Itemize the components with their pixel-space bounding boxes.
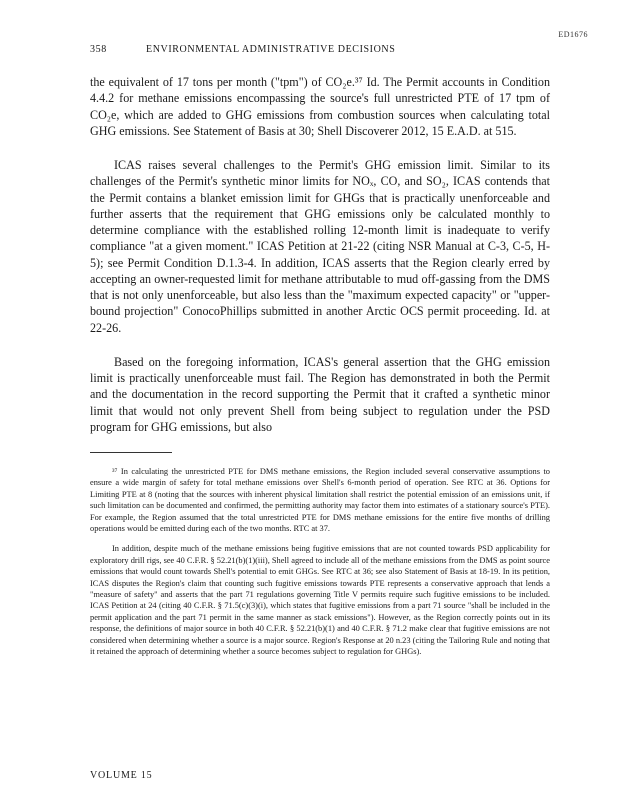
footnote: In addition, despite much of the methane emissions being fugitive emissions that are not counted towards PSD applicability for exploratory drill rigs, see 40 C.F.R. § 52.21(b)(1)(iii), Shell agreed to include all of the methane emissions from the DMS as point source emissions that would count towards Shell's potential to emit GHGs. See RTC at 36; see also Statement of Basis at 18-19. In its petition, ICAS disputes the Region's claim that counting such fugitive emissions towards PTE represents a conservative approach that lends a "measure of safety" and asserts that the part 71 regulations governing Title V permits require such fugitive emissions to be included. ICAS Petition at 24 (citing 40 C.F.R. § 71.5(c)(3)(i), which states that fugitive emissions from a part 71 source "shall be included in the permit application and the part 71 permit in the same manner as stack emissions"). However, as the Region correctly points out in its response, the definitions of major source in both 40 C.F.R. § 52.21(b)(1) and 40 C.F.R. § 71.2 make clear that fugitive emissions are not considered when determining whether a source is a major source. Region's Response at 20 n.23 (citing the Tailoring Rule and noting that it retained the approach of determining whether a source becomes subject to regulation for GHGs). [90,544,550,657]
document-id: ED1676 [558,30,588,39]
volume-footer: VOLUME 15 [90,770,153,781]
footnote: ³⁷ In calculating the unrestricted PTE for DMS methane emissions, the Region included several conservative assumptions to ensure a wide margin of safety for total methane emissions over Shell's 6-month period of operation. See RTC at 36. Options for Limiting PTE at 8 (noting that the sources with inherent physical limitation shall restrict the potential emission of an emissions unit, if such limitation can be documented and confirmed, the permitting authority may factor them into estimates of a stationary source's PTE). For example, the Region assumed that the total unrestricted PTE for DMS methane emissions for the entire five months of drilling operations would be emitted during each of the two months. RTC at 37. [90,467,550,534]
running-head-title: ENVIRONMENTAL ADMINISTRATIVE DECISIONS [146,44,396,55]
body-paragraph: ICAS raises several challenges to the Permit's GHG emission limit. Similar to its challenges of the Permit's synthetic minor limits for NOₓ, CO, and SO₂, ICAS contends that the Permit contains a blanket emission limit for GHGs that is practically unenforceable and further asserts that the requirement that GHG emissions only be calculated monthly to determine compliance with the established rolling 12-month limit is inadequate to verify compliance "at a given moment." ICAS Petition at 21-22 (citing NSR Manual at C-3, C-5, H-5); see Permit Condition D.1.3-4. In addition, ICAS asserts that the Region clearly erred by accepting an owner-requested limit for methane attributable to mud off-gassing from the DMS that is not only unenforceable, but also less than the "maximum expected capacity" or "upper-bound projection" ConocoPhillips submitted in another Arctic OCS permit proceeding. Id. at 22-26. [90,158,550,335]
body-paragraph: Based on the foregoing information, ICAS's general assertion that the GHG emission limit is practically unenforceable must fail. The Region has demonstrated in both the Permit and the documentation in the record supporting the Permit that it crafted a synthetic minor limit that would not only prevent Shell from being subject to regulation under the PSD program for GHG emissions, but also [90,354,550,434]
footnote-separator [90,452,172,453]
page-number: 358 [90,44,107,55]
main-text [90,74,550,453]
footnotes [90,466,550,667]
running-header [90,44,550,55]
body-paragraph: the equivalent of 17 tons per month ("tpm") of CO₂e.³⁷ Id. The Permit accounts in Condition 4.4.2 for methane emissions encompassing the source's full unrestricted PTE of 17 tpm of CO₂e, which are added to GHG emissions from combustion sources when calculating total GHG emissions. See Statement of Basis at 30; Shell Discoverer 2012, 15 E.A.D. at 515. [90,75,550,138]
